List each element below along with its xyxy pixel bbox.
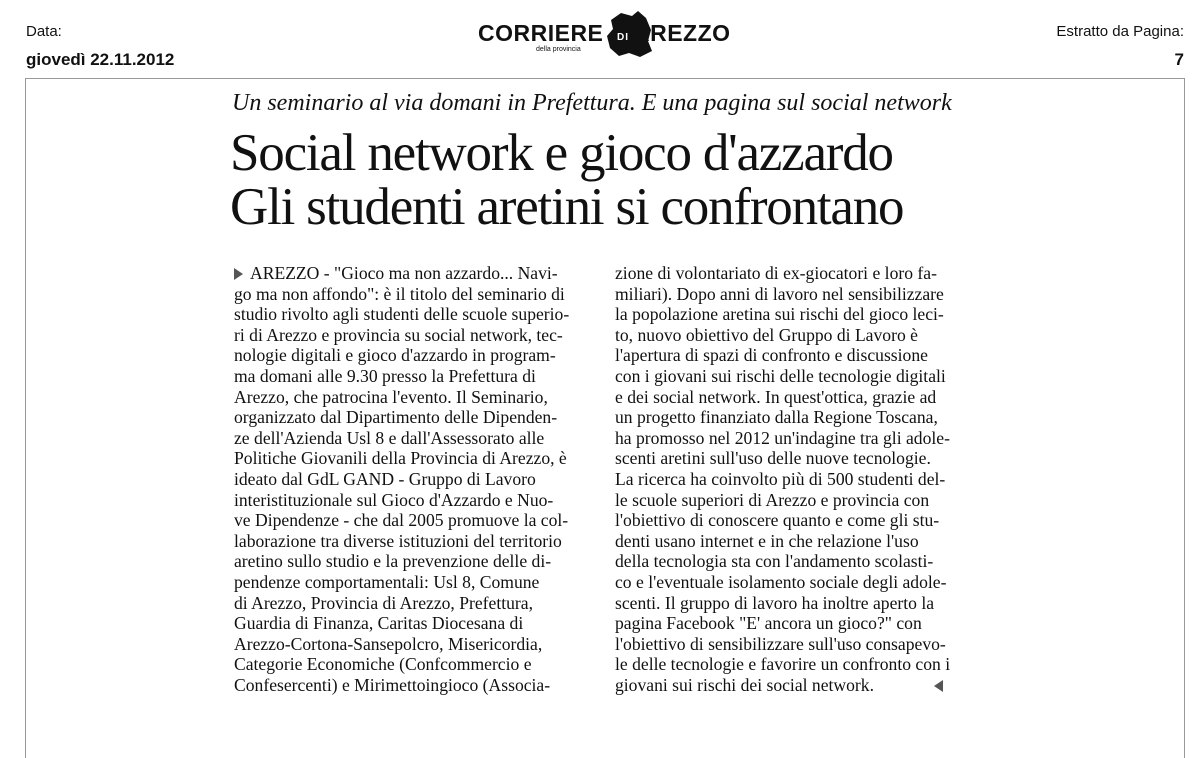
article-line xyxy=(615,634,977,655)
date-value: giovedì 22.11.2012 xyxy=(26,50,175,69)
page-block xyxy=(1056,22,1184,71)
article-line xyxy=(234,304,594,325)
article-line xyxy=(615,613,977,634)
article-line xyxy=(234,428,594,449)
article-line xyxy=(615,654,977,675)
article-line-text: scenti aretini sull'uso delle nuove tecnologie. xyxy=(615,448,931,469)
article-line xyxy=(234,551,594,572)
article-line xyxy=(234,531,594,552)
article-line-text: aretino sullo studio e la prevenzione delle di- xyxy=(234,551,552,572)
article-line-text: scenti. Il gruppo di lavoro ha inoltre aperto la xyxy=(615,592,935,613)
article-line xyxy=(234,469,594,490)
article-line xyxy=(615,531,977,552)
article-line xyxy=(234,675,594,696)
article-line-text: ha promosso nel 2012 un'indagine tra gli adole- xyxy=(615,427,950,448)
page-number: 7 xyxy=(1174,50,1184,69)
article-column-1 xyxy=(234,263,594,695)
article-line xyxy=(615,469,977,490)
article-line xyxy=(234,593,594,614)
article-line xyxy=(234,448,594,469)
article-line-text: ve Dipendenze - che dal 2005 promuove la col- xyxy=(234,510,569,531)
article-line xyxy=(615,593,977,614)
article-line-text: go ma non affondo": è il titolo del seminario di xyxy=(234,283,565,304)
article-line xyxy=(234,613,594,634)
article-line-text: La ricerca ha coinvolto più di 500 studenti del- xyxy=(615,468,946,489)
article-line-text: pagina Facebook "E' ancora un gioco?" con xyxy=(615,613,922,634)
article-column-2 xyxy=(615,263,977,695)
article-line-text: Guardia di Finanza, Caritas Diocesana di xyxy=(234,613,524,634)
article-line xyxy=(615,551,977,572)
article-line xyxy=(615,572,977,593)
article-line xyxy=(234,634,594,655)
masthead-right: AREZZO xyxy=(633,20,731,46)
article-line-text: giovani sui rischi dei social network. xyxy=(615,674,874,695)
article-line xyxy=(234,510,594,531)
article-headline xyxy=(230,126,903,234)
article-line xyxy=(615,366,977,387)
masthead-di: DI xyxy=(617,32,629,43)
article-line xyxy=(615,428,977,449)
start-marker-icon xyxy=(234,268,243,280)
article-line-text: AREZZO - "Gioco ma non azzardo... Navi- xyxy=(250,263,558,283)
article-line-text: la popolazione aretina sui rischi del gioco leci- xyxy=(615,304,944,325)
masthead-left: CORRIERE xyxy=(478,20,604,46)
masthead-subtitle: della provincia xyxy=(536,46,581,53)
article-kicker: Un seminario al via domani in Prefettura. E una pagina sul social network xyxy=(232,90,952,116)
article-line-text: ideato dal GdL GAND - Gruppo di Lavoro xyxy=(234,468,536,489)
article-line xyxy=(234,490,594,511)
article-line xyxy=(615,510,977,531)
article-line xyxy=(234,654,594,675)
headline-line-2: Gli studenti aretini si confrontano xyxy=(230,178,904,236)
article-line-text: organizzato dal Dipartimento delle Dipenden- xyxy=(234,407,558,428)
article-line-text: interistituzionale sul Gioco d'Azzardo e Nuo- xyxy=(234,489,554,510)
article-line-text: Arezzo, che patrocina l'evento. Il Seminario, xyxy=(234,386,548,407)
date-label: Data: xyxy=(26,23,62,40)
article-line-text: ze dell'Azienda Usl 8 e dall'Assessorato alle xyxy=(234,427,545,448)
article-line-text: un progetto finanziato dalla Regione Toscana, xyxy=(615,407,938,428)
end-marker-icon xyxy=(934,680,943,692)
article-line-text: Arezzo-Cortona-Sansepolcro, Misericordia, xyxy=(234,633,543,654)
article-line-text: e dei social network. In quest'ottica, grazie ad xyxy=(615,386,937,407)
article-line-text: laborazione tra diverse istituzioni del territorio xyxy=(234,530,562,551)
article-line xyxy=(615,263,977,284)
article-line-text: le scuole superiori di Arezzo e provincia con xyxy=(615,489,930,510)
headline-line-1: Social network e gioco d'azzardo xyxy=(230,124,893,182)
article-line-text: ma domani alle 9.30 presso la Prefettura di xyxy=(234,365,536,386)
article-line xyxy=(615,448,977,469)
article-line-text: con i giovani sui rischi delle tecnologie digitali xyxy=(615,365,946,386)
article-line xyxy=(234,387,594,408)
article-line xyxy=(234,325,594,346)
article-line-text: to, nuovo obiettivo del Gruppo di Lavoro è xyxy=(615,324,918,345)
article-line-text: pendenze comportamentali: Usl 8, Comune xyxy=(234,571,540,592)
article-line xyxy=(615,675,977,696)
article-line xyxy=(234,345,594,366)
article-line-text: Politiche Giovanili della Provincia di Arezzo, è xyxy=(234,448,567,469)
date-block xyxy=(26,22,174,71)
article-line-text: ri di Arezzo e provincia su social network, tec- xyxy=(234,324,563,345)
article-line xyxy=(615,325,977,346)
article-line-text: Categorie Economiche (Confcommercio e xyxy=(234,654,532,675)
article-line-text: co e l'eventuale isolamento sociale degli adole- xyxy=(615,571,947,592)
article-line xyxy=(234,284,594,305)
newspaper-masthead xyxy=(478,10,738,58)
article-line-text: della tecnologia sta con l'andamento scolasti- xyxy=(615,551,934,572)
article-line xyxy=(234,572,594,593)
article-line xyxy=(615,407,977,428)
article-line-text: nologie digitali e gioco d'azzardo in program- xyxy=(234,345,556,366)
article-line xyxy=(234,366,594,387)
article-line xyxy=(615,284,977,305)
article-line xyxy=(615,387,977,408)
article-line xyxy=(234,263,594,284)
article-line-text: denti usano internet e in che relazione l'uso xyxy=(615,530,919,551)
article-line-text: l'obiettivo di sensibilizzare sull'uso consapevo- xyxy=(615,633,946,654)
article-line-text: Confesercenti) e Mirimettoingioco (Associa- xyxy=(234,674,551,695)
article-line-text: l'obiettivo di conoscere quanto e come gli stu- xyxy=(615,510,940,531)
article-line-text: l'apertura di spazi di confronto e discussione xyxy=(615,345,928,366)
article-line-text: studio rivolto agli studenti delle scuole superio- xyxy=(234,304,570,325)
article-line xyxy=(615,345,977,366)
page-label: Estratto da Pagina: xyxy=(1056,23,1184,40)
article-line xyxy=(615,304,977,325)
article-line-text: di Arezzo, Provincia di Arezzo, Prefettura, xyxy=(234,592,533,613)
article-line xyxy=(234,407,594,428)
article-line-text: le delle tecnologie e favorire un confronto con i xyxy=(615,654,951,675)
article-line-text: zione di volontariato di ex-giocatori e loro fa- xyxy=(615,263,937,283)
article-line-text: miliari). Dopo anni di lavoro nel sensibilizzare xyxy=(615,283,944,304)
article-line xyxy=(615,490,977,511)
